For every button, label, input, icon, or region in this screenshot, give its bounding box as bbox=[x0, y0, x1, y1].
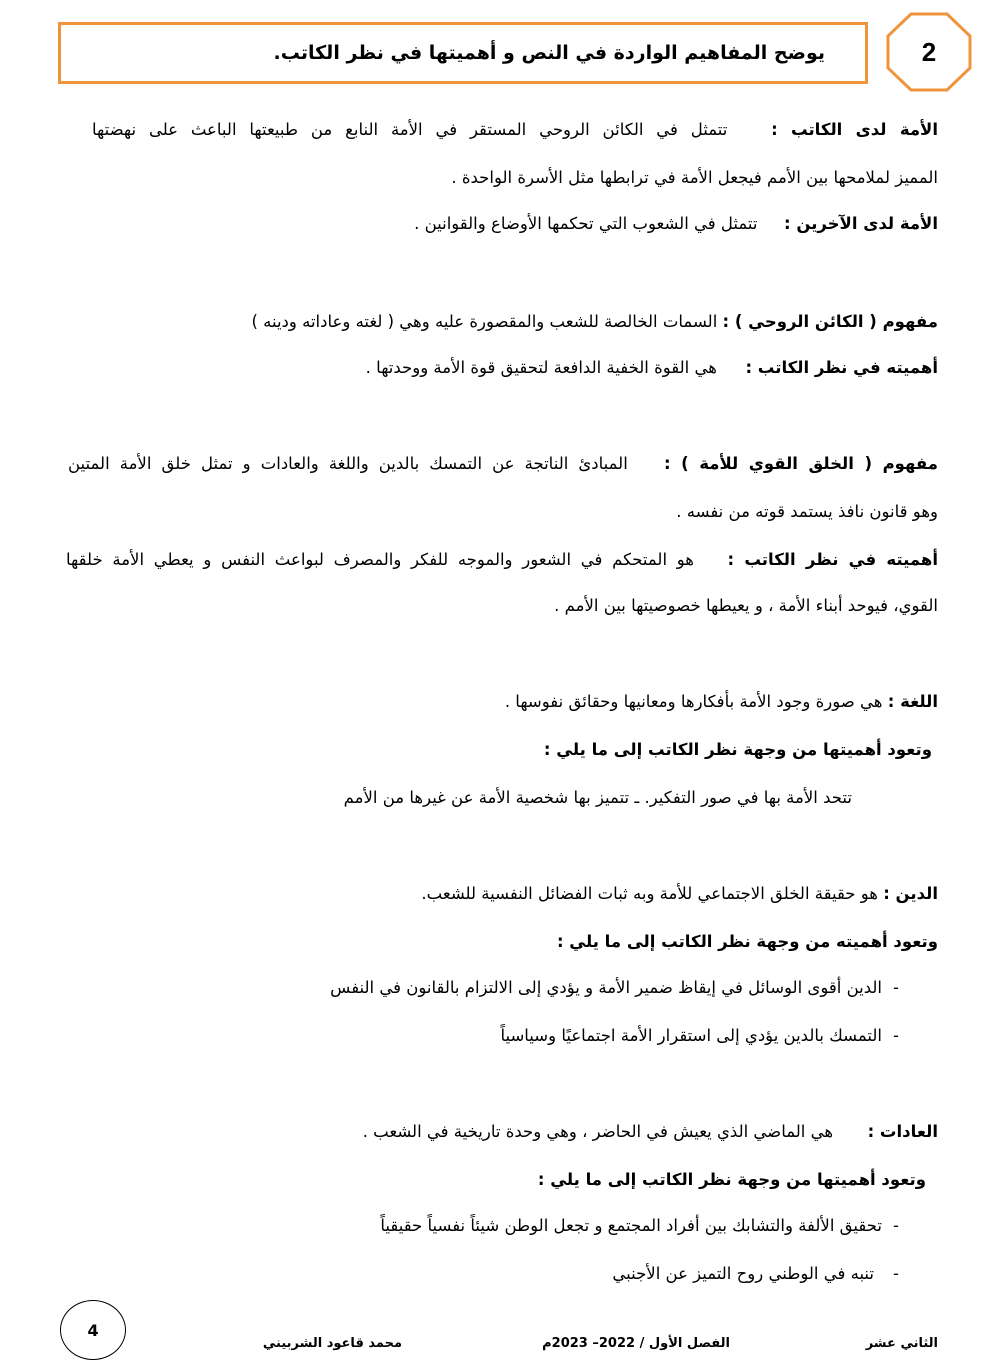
list-dash: - bbox=[893, 1264, 899, 1283]
spirit-text: السمات الخالصة للشعب والمقصورة عليه وهي ( لغته وعاداته ودينه ) bbox=[251, 312, 718, 331]
ethics-label: مفهوم ( الخلق القوي للأمة ) : bbox=[663, 454, 938, 473]
spirit-importance-line bbox=[366, 356, 938, 380]
customs-item-1 bbox=[380, 1214, 910, 1238]
footer-term: الفصل الأول / 2022– 2023م bbox=[542, 1336, 730, 1351]
list-dash: - bbox=[893, 1026, 899, 1045]
section-title: يوضح المفاهيم الواردة في النص و أهميتها في نظر الكاتب. bbox=[273, 42, 825, 64]
customs-line bbox=[363, 1120, 938, 1144]
ethics-text-2: وهو قانون نافذ يستمد قوته من نفسه . bbox=[676, 502, 938, 521]
language-importance-item: تتحد الأمة بها في صور التفكير. ـ تتميز بها شخصية الأمة عن غيرها من الأمم bbox=[343, 788, 852, 807]
language-line bbox=[505, 690, 938, 714]
language-importance-heading: وتعود أهميتها من وجهة نظر الكاتب إلى ما يلي : bbox=[543, 740, 932, 759]
page-number-text: 4 bbox=[87, 1320, 99, 1340]
ethics-importance-label: أهميته في نظر الكاتب : bbox=[727, 550, 939, 569]
page-number bbox=[60, 1300, 126, 1360]
religion-importance-heading: وتعود أهميته من وجهة نظر الكاتب إلى ما يلي : bbox=[556, 932, 938, 951]
religion-text: هو حقيقة الخلق الاجتماعي للأمة وبه ثبات الفضائل النفسية للشعب. bbox=[421, 884, 878, 903]
religion-label: الدين : bbox=[883, 884, 938, 903]
religion-item-text: التمسك بالدين يؤدي إلى استقرار الأمة اجتماعيًا وسياسياً bbox=[500, 1026, 882, 1045]
spirit-label: مفهوم ( الكائن الروحي ) : bbox=[722, 312, 938, 331]
customs-text: هي الماضي الذي يعيش في الحاضر ، وهي وحدة تاريخية في الشعب . bbox=[362, 1122, 834, 1141]
ethics-text-1: المبادئ الناتجة عن التمسك بالدين واللغة والعادات و تمثل خلق الأمة المتين bbox=[68, 454, 628, 473]
nation-writer-line-1 bbox=[92, 118, 938, 142]
spirit-importance-label: أهميته في نظر الكاتب : bbox=[745, 358, 938, 377]
customs-item-text: تحقيق الألفة والتشابك بين أفراد المجتمع و تجعل الوطن شيئاً نفسياً حقيقياً bbox=[380, 1216, 882, 1235]
religion-item-2 bbox=[500, 1024, 910, 1048]
list-dash: - bbox=[893, 978, 899, 997]
customs-item-2 bbox=[612, 1262, 910, 1286]
nation-writer-label: الأمة لدى الكاتب : bbox=[771, 120, 938, 139]
ethics-line-2 bbox=[676, 500, 938, 524]
spirit-importance-text: هي القوة الخفية الدافعة لتحقيق قوة الأمة ووحدتها . bbox=[365, 358, 717, 377]
ethics-importance-line-1 bbox=[66, 548, 938, 572]
customs-label: العادات : bbox=[867, 1122, 938, 1141]
ethics-importance-text-2: القوي، فيوحد أبناء الأمة ، و يعيطها خصوصيتها بين الأمم . bbox=[554, 596, 938, 615]
religion-line bbox=[421, 882, 938, 906]
footer-author: محمد قاعود الشربيني bbox=[262, 1336, 402, 1351]
nation-others-text: تتمثل في الشعوب التي تحكمها الأوضاع والقوانين . bbox=[414, 214, 758, 233]
nation-writer-text-2: المميز لملامحها بين الأمم فيجعل الأمة في ترابطها مثل الأسرة الواحدة . bbox=[451, 168, 938, 187]
ethics-importance-line-2 bbox=[554, 594, 938, 618]
religion-item-1 bbox=[330, 976, 910, 1000]
nation-writer-text-1: تتمثل في الكائن الروحي المستقر في الأمة النابع من طبيعتها الباعث على نهضتها bbox=[92, 120, 728, 139]
ethics-importance-text-1: هو المتحكم في الشعور والموجه للفكر والمصرف لبواعث النفس و يعطي الأمة خلقها bbox=[66, 550, 694, 569]
religion-item-text: الدين أقوى الوسائل في إيقاظ ضمير الأمة و يؤدي إلى الالتزام بالقانون في النفس bbox=[330, 978, 882, 997]
customs-item-text: تنبه في الوطني روح التميز عن الأجنبي bbox=[612, 1264, 874, 1283]
nation-others-line bbox=[414, 212, 938, 236]
language-label: اللغة : bbox=[887, 692, 938, 711]
section-number: 2 bbox=[921, 36, 937, 67]
list-dash: - bbox=[893, 1216, 899, 1235]
section-title-box bbox=[58, 22, 868, 84]
nation-others-label: الأمة لدى الآخرين : bbox=[784, 214, 938, 233]
nation-writer-line-2 bbox=[451, 166, 938, 190]
language-text: هي صورة وجود الأمة بأفكارها ومعانيها وحقائق نفوسها . bbox=[504, 692, 883, 711]
section-number-badge bbox=[886, 12, 972, 92]
spirit-line bbox=[251, 310, 938, 334]
ethics-line-1 bbox=[68, 452, 938, 476]
customs-importance-heading: وتعود أهميتها من وجهة نظر الكاتب إلى ما يلي : bbox=[537, 1170, 926, 1189]
footer-grade: الثاني عشر bbox=[865, 1336, 938, 1351]
